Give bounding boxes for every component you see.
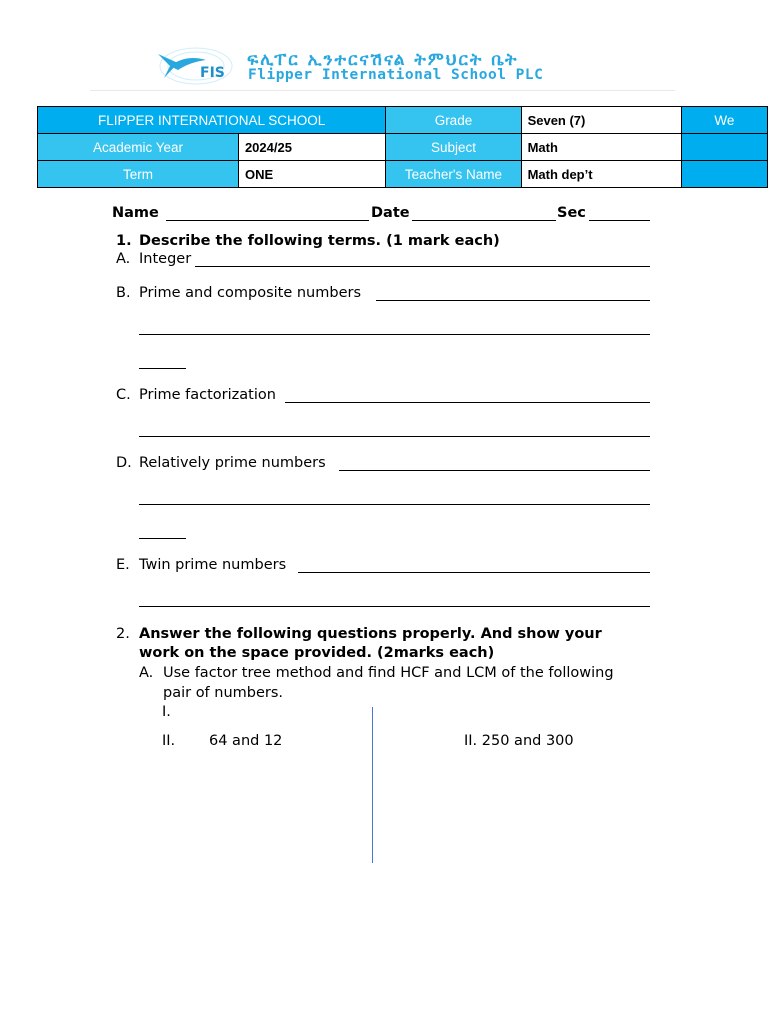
grade-label: Grade xyxy=(386,107,521,134)
pair-two: II. 250 and 300 xyxy=(464,733,574,749)
answer-line[interactable] xyxy=(139,436,650,437)
name-blank[interactable] xyxy=(166,220,369,221)
table-row xyxy=(38,107,768,134)
q2-a-line2: pair of numbers. xyxy=(163,685,284,701)
roman-two: II. xyxy=(162,733,176,749)
q1-d-text: Relatively prime numbers xyxy=(139,455,326,471)
q2-title-line1: Answer the following questions properly. And show your xyxy=(139,626,602,642)
answer-line[interactable] xyxy=(298,572,650,573)
answer-line[interactable] xyxy=(139,504,650,505)
term-label: Term xyxy=(38,161,239,188)
answer-line[interactable] xyxy=(139,334,650,335)
q1-a-letter: A. xyxy=(116,251,131,267)
answer-line[interactable] xyxy=(195,266,650,267)
academic-year-value: 2024/25 xyxy=(238,134,385,161)
q1-c-letter: C. xyxy=(116,387,131,403)
q1-title: Describe the following terms. (1 mark each) xyxy=(139,233,500,249)
q1-d-letter: D. xyxy=(116,455,132,471)
date-blank[interactable] xyxy=(412,220,556,221)
pair-one: 64 and 12 xyxy=(209,733,283,749)
svg-text:FIS: FIS xyxy=(200,65,225,81)
school-name-amharic: ፍሊፐር ኢንተርናሽናል ትምህርት ቤት xyxy=(247,50,519,70)
answer-line[interactable] xyxy=(139,606,650,607)
week-value-cell xyxy=(681,134,767,161)
answer-line[interactable] xyxy=(285,402,650,403)
q1-number: 1. xyxy=(116,233,132,249)
q2-title-line2: work on the space provided. (2marks each) xyxy=(139,645,495,661)
q2-a-line1: Use factor tree method and find HCF and LCM of the following xyxy=(163,665,614,681)
answer-line[interactable] xyxy=(139,368,186,369)
q2-number: 2. xyxy=(116,626,130,642)
work-area-divider xyxy=(372,707,373,863)
q2-a-letter: A. xyxy=(139,665,154,681)
q1-a-text: Integer xyxy=(139,251,192,267)
week-label: We xyxy=(681,107,767,134)
extra-cell xyxy=(681,161,767,188)
table-row xyxy=(38,161,768,188)
teacher-value: Math dep’t xyxy=(521,161,681,188)
academic-year-label: Academic Year xyxy=(38,134,239,161)
table-row xyxy=(38,134,768,161)
term-value: ONE xyxy=(238,161,385,188)
q1-b-text: Prime and composite numbers xyxy=(139,285,362,301)
name-label: Name xyxy=(112,205,159,221)
date-label: Date xyxy=(371,205,410,221)
teacher-label: Teacher's Name xyxy=(386,161,521,188)
grade-value: Seven (7) xyxy=(521,107,681,134)
q1-c-text: Prime factorization xyxy=(139,387,276,403)
school-name-cell: FLIPPER INTERNATIONAL SCHOOL xyxy=(38,107,386,134)
q1-e-text: Twin prime numbers xyxy=(139,557,287,573)
sec-label: Sec xyxy=(557,205,586,221)
q1-e-letter: E. xyxy=(116,557,130,573)
document-header xyxy=(90,40,675,91)
subject-label: Subject xyxy=(386,134,521,161)
fis-fish-logo-icon xyxy=(156,46,236,86)
school-name-english: Flipper International School PLC xyxy=(248,67,544,83)
q1-b-letter: B. xyxy=(116,285,131,301)
subject-value: Math xyxy=(521,134,681,161)
sec-blank[interactable] xyxy=(589,220,650,221)
roman-one: I. xyxy=(162,704,171,720)
info-table xyxy=(37,106,768,188)
answer-line[interactable] xyxy=(139,538,186,539)
answer-line[interactable] xyxy=(339,470,650,471)
answer-line[interactable] xyxy=(376,300,650,301)
